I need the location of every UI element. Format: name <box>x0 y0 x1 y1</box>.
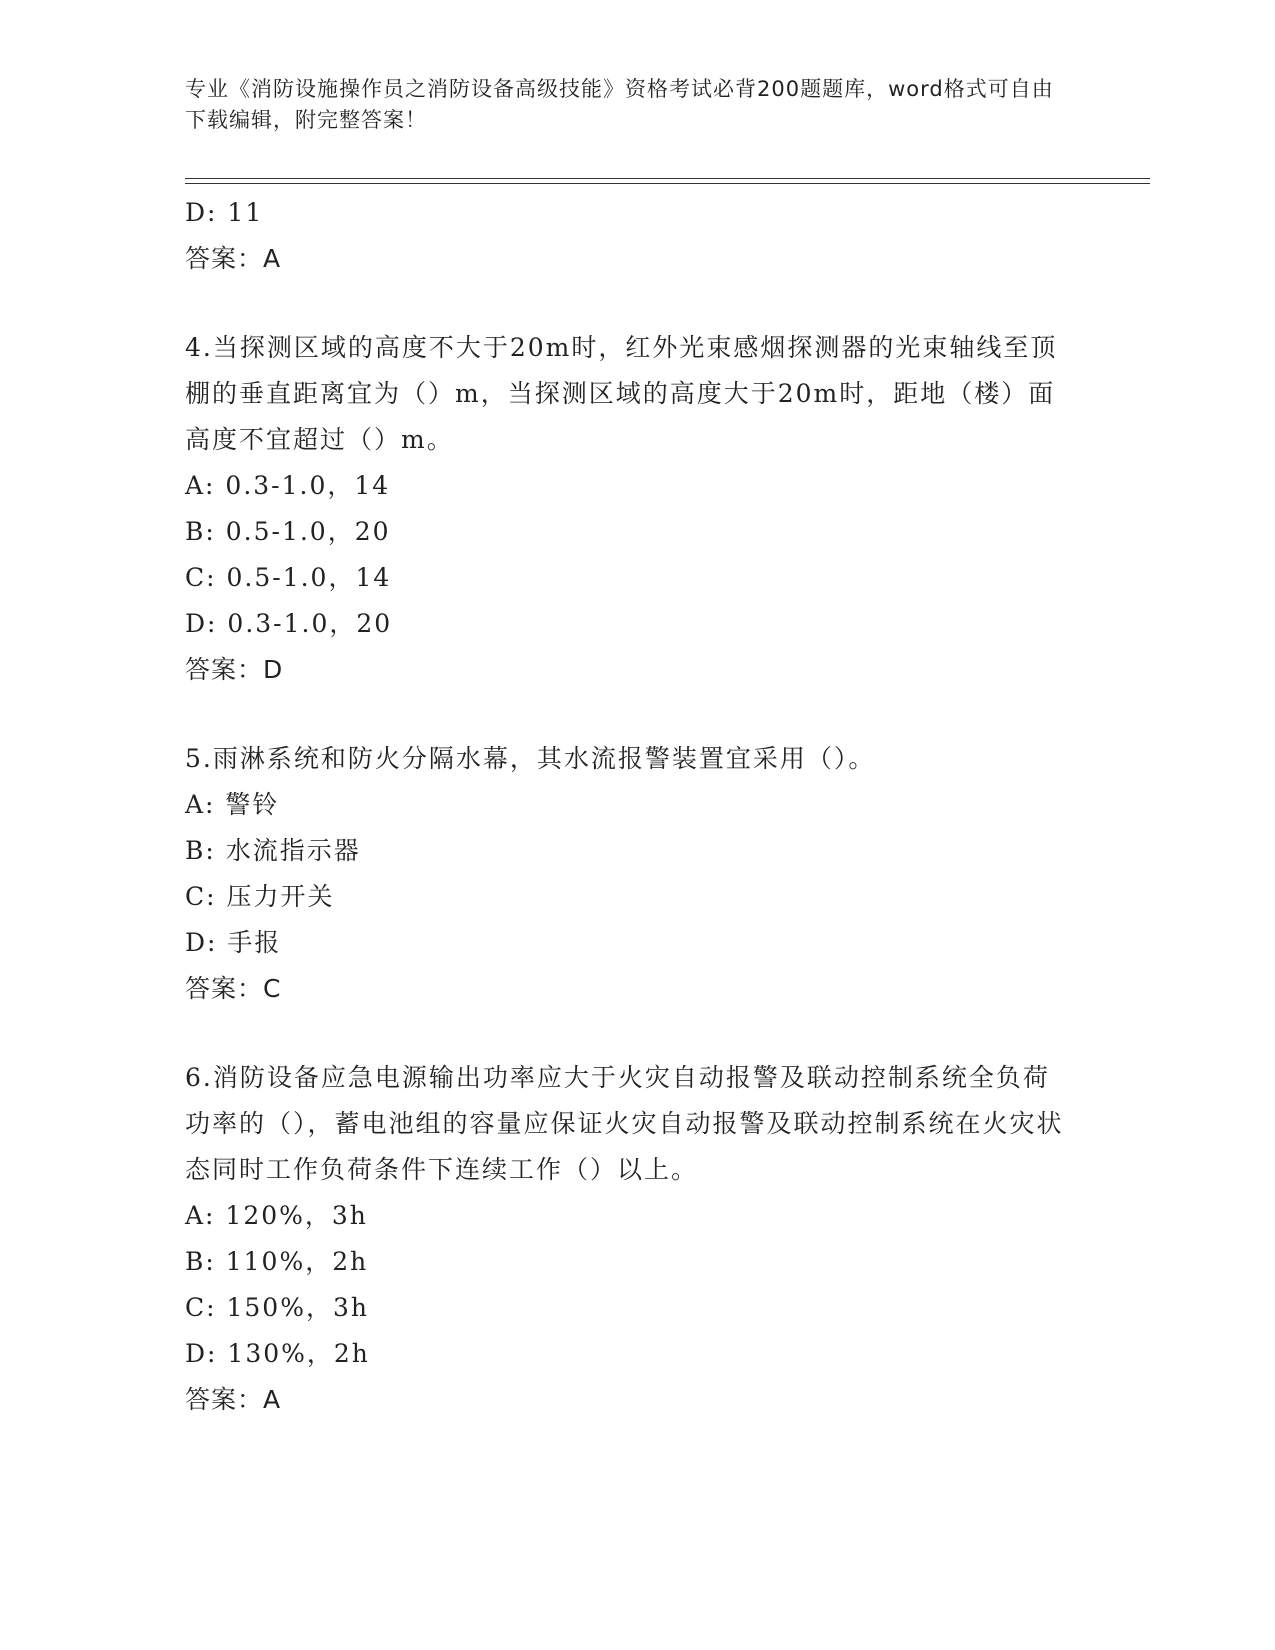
question-4 <box>185 325 1075 693</box>
option-a: A: 警铃 <box>185 790 280 819</box>
option-b: B: 水流指示器 <box>185 836 361 865</box>
option-a: A: 0.3-1.0，14 <box>185 471 391 500</box>
option-b: B: 110%，2h <box>185 1247 369 1276</box>
option-a: A: 120%，3h <box>185 1201 368 1230</box>
option-b: B: 0.5-1.0，20 <box>185 517 391 546</box>
prev-answer: 答案：A <box>185 244 282 273</box>
question-text: 4.当探测区域的高度不大于20m时，红外光束感烟探测器的光束轴线至顶棚的垂直距离宜为（）m，当探测区域的高度大于20m时，距地（楼）面高度不宜超过（）m。 <box>185 333 1058 454</box>
header-divider <box>185 178 1150 184</box>
prev-option-d: D: 11 <box>185 198 264 227</box>
option-c: C: 0.5-1.0，14 <box>185 563 392 592</box>
question-6 <box>185 1055 1075 1423</box>
option-c: C: 150%，3h <box>185 1293 369 1322</box>
option-d: D: 130%，2h <box>185 1339 370 1368</box>
question-text: 5.雨淋系统和防火分隔水幕，其水流报警装置宜采用（）。 <box>185 744 876 773</box>
option-d: D: 手报 <box>185 928 282 957</box>
question-text: 6.消防设备应急电源输出功率应大于火灾自动报警及联动控制系统全负荷功率的（），蓄电池组的容量应保证火灾自动报警及联动控制系统在火灾状态同时工作负荷条件下连续工作（）以上。 <box>185 1063 1064 1184</box>
answer: 答案：A <box>185 1385 282 1414</box>
question-list <box>185 190 1075 1423</box>
answer: 答案：D <box>185 655 284 684</box>
option-d: D: 0.3-1.0，20 <box>185 609 393 638</box>
document-header: 专业《消防设施操作员之消防设备高级技能》资格考试必背200题题库，word格式可自由下载编辑，附完整答案！ <box>185 77 1054 132</box>
answer: 答案：C <box>185 974 282 1003</box>
option-c: C: 压力开关 <box>185 882 335 911</box>
question-5 <box>185 736 1075 1012</box>
